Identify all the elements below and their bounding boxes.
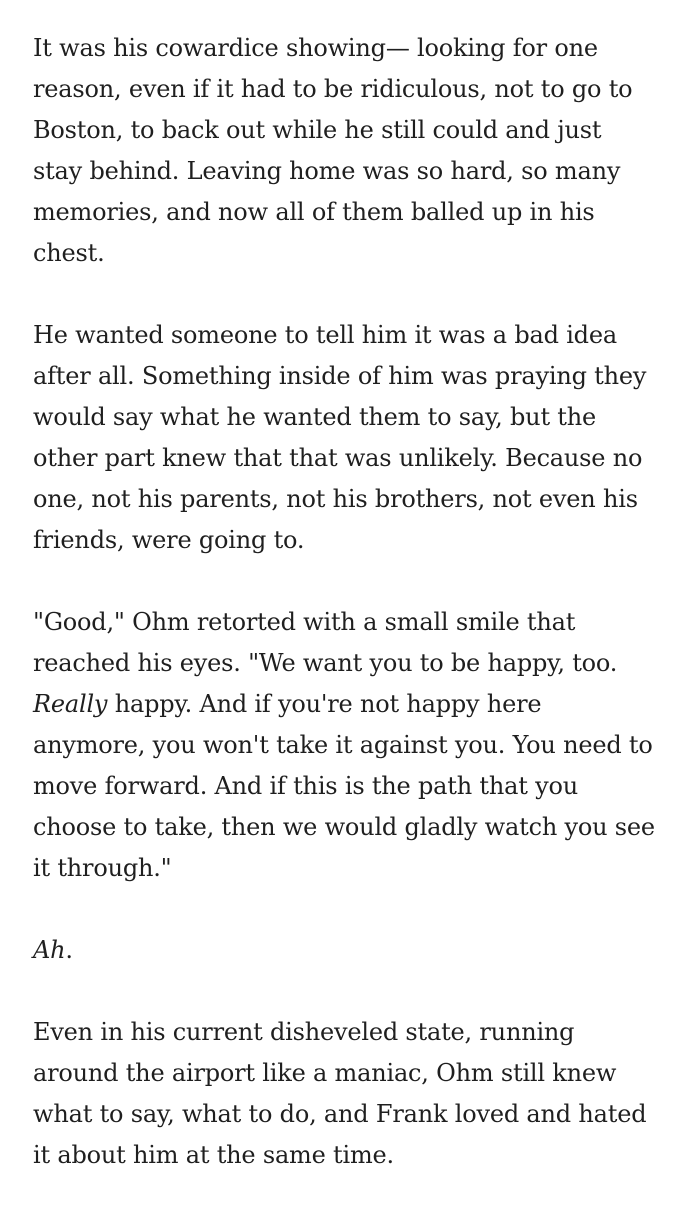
paragraph-1 xyxy=(33,28,673,274)
text-line: Even in his current disheveled state, running xyxy=(33,1018,575,1046)
paragraph-3 xyxy=(33,602,673,889)
text-line-rest: . xyxy=(65,936,73,964)
text-line xyxy=(33,930,673,971)
text-line: reached his eyes. "We want you to be happy, too. xyxy=(33,649,618,677)
emphasis-text: Really xyxy=(33,690,108,718)
text-line-rest: happy. And if you're not happy here xyxy=(107,690,542,718)
text-line: memories, and now all of them balled up in his xyxy=(33,198,595,226)
text-line: it about him at the same time. xyxy=(33,1141,394,1169)
text-line: Boston, to back out while he still could and just xyxy=(33,116,602,144)
text-line: "Good," Ohm retorted with a small smile that xyxy=(33,608,576,636)
text-line: He wanted someone to tell him it was a bad idea xyxy=(33,321,617,349)
text-line xyxy=(33,684,673,725)
text-line: one, not his parents, not his brothers, not even his xyxy=(33,485,638,513)
text-line: stay behind. Leaving home was so hard, so many xyxy=(33,157,621,185)
paragraph-5 xyxy=(33,1012,673,1176)
text-line: after all. Something inside of him was praying they xyxy=(33,362,647,390)
text-line: anymore, you won't take it against you. You need to xyxy=(33,731,653,759)
paragraph-2 xyxy=(33,315,673,561)
text-line: other part knew that that was unlikely. Because no xyxy=(33,444,643,472)
emphasis-text: Ah xyxy=(33,936,66,964)
text-line: reason, even if it had to be ridiculous, not to go to xyxy=(33,75,633,103)
text-line: choose to take, then we would gladly watch you see xyxy=(33,813,655,841)
text-line: move forward. And if this is the path that you xyxy=(33,772,578,800)
text-line: it through." xyxy=(33,854,172,882)
text-line: what to say, what to do, and Frank loved and hated xyxy=(33,1100,647,1128)
text-line: friends, were going to. xyxy=(33,526,305,554)
text-line: It was his cowardice showing— looking for one xyxy=(33,34,598,62)
text-line: around the airport like a maniac, Ohm still knew xyxy=(33,1059,617,1087)
paragraph-4 xyxy=(33,930,673,971)
story-text xyxy=(33,28,673,1217)
text-line: would say what he wanted them to say, but the xyxy=(33,403,597,431)
text-line: chest. xyxy=(33,239,105,267)
